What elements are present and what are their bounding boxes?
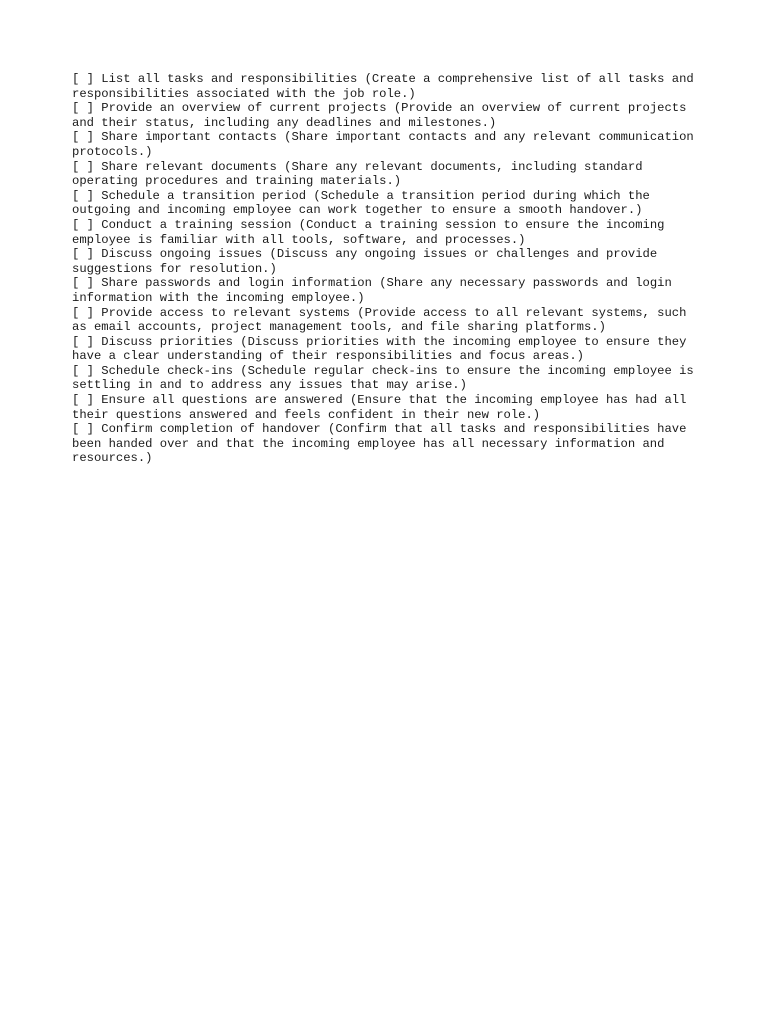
item-title: Provide access to relevant systems (101, 305, 350, 320)
item-detail: (Create a comprehensive list of all tasks and responsibilities associated with the job role.) (72, 72, 694, 101)
item-title: Provide an overview of current projects (101, 101, 387, 116)
checklist-item (72, 72, 696, 101)
item-title: Share passwords and login information (101, 276, 372, 291)
checklist-item (72, 189, 696, 218)
item-title: Share important contacts (101, 130, 277, 145)
checklist-item (72, 422, 696, 466)
checkbox: [ ] (72, 101, 94, 116)
checkbox: [ ] (72, 422, 94, 437)
item-detail: (Conduct a training session to ensure the incoming employee is familiar with all tools, software, and processes.) (72, 217, 665, 247)
checklist-item (72, 306, 696, 335)
item-detail: (Schedule a transition period during which the outgoing and incoming employee can work together to ensure a smooth handover.) (72, 188, 650, 218)
checkbox: [ ] (72, 159, 94, 174)
item-detail: (Provide access to all relevant systems, such as email accounts, project management tools, and file sharing platforms.) (72, 305, 687, 335)
checkbox: [ ] (72, 217, 94, 232)
checklist-item (72, 335, 696, 364)
item-title: Discuss ongoing issues (101, 247, 263, 262)
checklist-item (72, 364, 696, 393)
checkbox: [ ] (72, 334, 94, 349)
item-detail: (Ensure that the incoming employee has had all their questions answered and feels confident in their new role.) (72, 393, 687, 422)
checkbox: [ ] (72, 247, 94, 262)
checkbox: [ ] (72, 393, 94, 408)
item-detail: (Share any necessary passwords and login information with the incoming employee.) (72, 276, 672, 305)
item-title: Schedule check-ins (101, 363, 233, 378)
handover-checklist (72, 72, 696, 466)
item-detail: (Discuss priorities with the incoming employee to ensure they have a clear understanding of their responsibilities and focus areas.) (72, 334, 687, 364)
checklist-item (72, 276, 696, 305)
checkbox: [ ] (72, 363, 94, 378)
item-title: Confirm completion of handover (101, 422, 321, 437)
checkbox: [ ] (72, 130, 94, 145)
checklist-item (72, 160, 696, 189)
checkbox: [ ] (72, 72, 94, 86)
item-title: Ensure all questions are answered (101, 393, 343, 408)
checkbox: [ ] (72, 188, 94, 203)
item-title: Discuss priorities (101, 334, 233, 349)
checklist-item (72, 218, 696, 247)
item-title: Schedule a transition period (101, 188, 307, 203)
checkbox: [ ] (72, 305, 94, 320)
checklist-item (72, 130, 696, 159)
item-detail: (Schedule regular check-ins to ensure the incoming employee is settling in and to address any issues that may arise.) (72, 363, 694, 393)
item-detail: (Confirm that all tasks and responsibilities have been handed over and that the incoming employee has all necessary information and resources.) (72, 422, 687, 466)
checklist-item (72, 101, 696, 130)
item-detail: (Share any relevant documents, including standard operating procedures and training materials.) (72, 159, 643, 189)
item-detail: (Provide an overview of current projects and their status, including any deadlines and milestones.) (72, 101, 687, 130)
checklist-item (72, 247, 696, 276)
checkbox: [ ] (72, 276, 94, 291)
document-page (72, 72, 696, 466)
checklist-item (72, 393, 696, 422)
item-title: List all tasks and responsibilities (101, 72, 358, 86)
item-title: Conduct a training session (101, 217, 292, 232)
item-detail: (Share important contacts and any relevant communication protocols.) (72, 130, 694, 159)
item-title: Share relevant documents (101, 159, 277, 174)
item-detail: (Discuss any ongoing issues or challenges and provide suggestions for resolution.) (72, 247, 658, 276)
